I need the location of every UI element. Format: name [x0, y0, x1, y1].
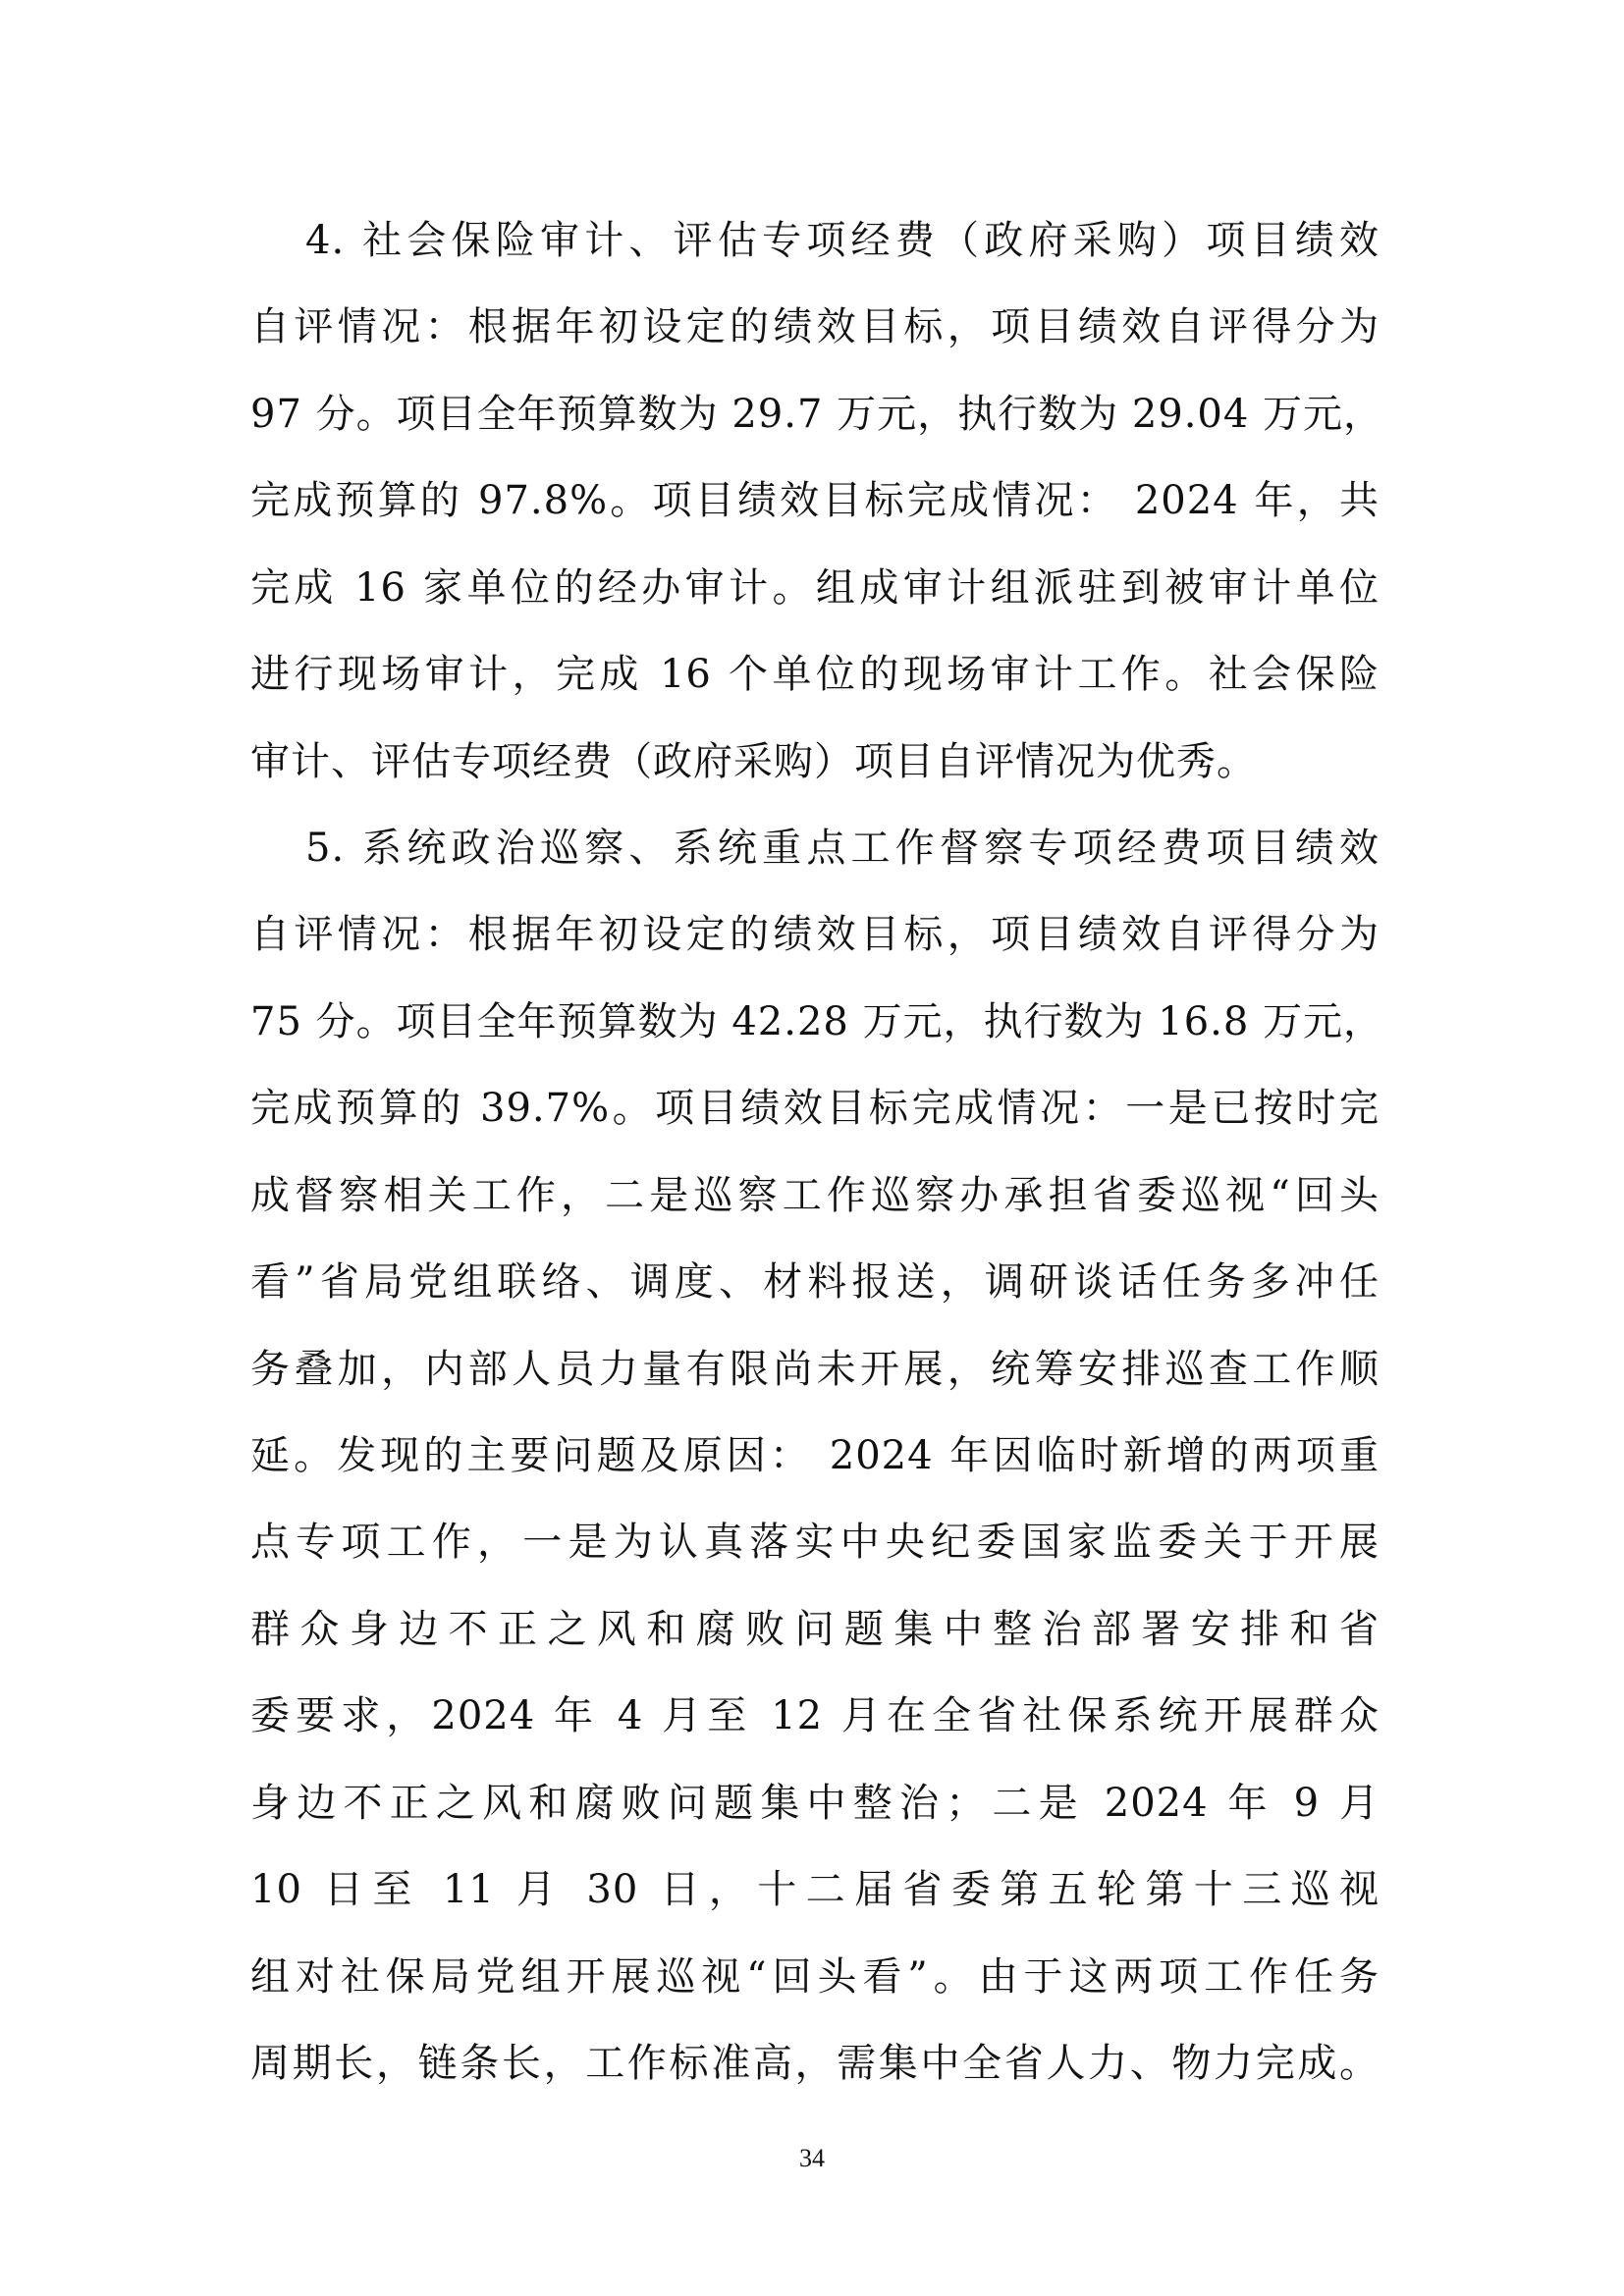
paragraph-5-line-8: 延。发现的主要问题及原因： 2024 年因临时新增的两项重	[250, 1433, 1380, 1478]
paragraph-5-line-4: 完成预算的 39.7%。项目绩效目标完成情况：一是已按时完	[250, 1086, 1380, 1131]
paragraph-5-line-13: 10 日至 11 月 30 日，十二届省委第五轮第十三巡视	[250, 1867, 1380, 1912]
paragraph-5-line-6: 看”省局党组联络、调度、材料报送，调研谈话任务多冲任	[250, 1259, 1380, 1305]
paragraph-4-line-7: 审计、评估专项经费（政府采购）项目自评情况为优秀。	[250, 739, 1257, 784]
paragraph-5-line-5: 成督察相关工作，二是巡察工作巡察办承担省委巡视“回头	[250, 1173, 1380, 1218]
paragraph-4-line-4: 完成预算的 97.8%。项目绩效目标完成情况： 2024 年，共	[250, 478, 1380, 523]
paragraph-4-line-2: 自评情况：根据年初设定的绩效目标，项目绩效自评得分为	[250, 304, 1380, 349]
paragraph-4-line-1: 4. 社会保险审计、评估专项经费（政府采购）项目绩效	[305, 218, 1380, 263]
paragraph-4-line-3: 97 分。项目全年预算数为 29.7 万元，执行数为 29.04 万元，	[250, 392, 1384, 437]
paragraph-5-line-9: 点专项工作，一是为认真落实中央纪委国家监委关于开展	[250, 1520, 1380, 1565]
paragraph-5-line-3: 75 分。项目全年预算数为 42.28 万元，执行数为 16.8 万元，	[250, 999, 1384, 1044]
paragraph-4-line-5: 完成 16 家单位的经办审计。组成审计组派驻到被审计单位	[250, 565, 1380, 611]
paragraph-5-line-10: 群众身边不正之风和腐败问题集中整治部署安排和省	[250, 1607, 1380, 1652]
paragraph-5-line-1: 5. 系统政治巡察、系统重点工作督察专项经费项目绩效	[305, 826, 1380, 871]
page-number: 34	[799, 2144, 825, 2172]
paragraph-5-line-2: 自评情况：根据年初设定的绩效目标，项目绩效自评得分为	[250, 912, 1380, 957]
paragraph-5-line-12: 身边不正之风和腐败问题集中整治；二是 2024 年 9 月	[250, 1781, 1380, 1826]
paragraph-4-line-6: 进行现场审计，完成 16 个单位的现场审计工作。社会保险	[250, 652, 1380, 697]
paragraph-5-line-14: 组对社保局党组开展巡视“回头看”。由于这两项工作任务	[250, 1954, 1380, 2000]
paragraph-5-line-11: 委要求，2024 年 4 月至 12 月在全省社保系统开展群众	[250, 1693, 1380, 1738]
paragraph-5-line-15: 周期长，链条长，工作标准高，需集中全省人力、物力完成。	[250, 2041, 1380, 2086]
paragraph-5-line-7: 务叠加，内部人员力量有限尚未开展，统筹安排巡查工作顺	[250, 1347, 1380, 1392]
